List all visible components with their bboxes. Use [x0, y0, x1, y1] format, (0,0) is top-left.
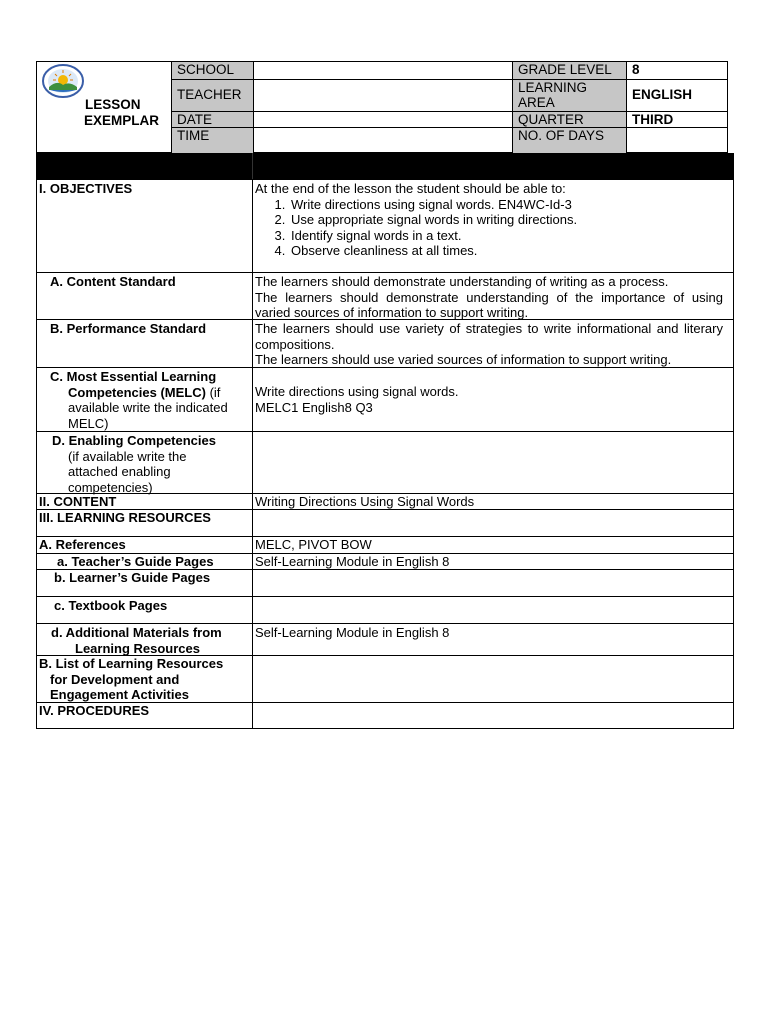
additional-label-line-2: Learning Resources [75, 640, 200, 656]
quarter-value[interactable]: THIRD [626, 111, 728, 127]
performance-standard-text-2: The learners should use varied sources of information to support writing. [255, 352, 672, 367]
melc-label-line-3: available write the indicated [68, 400, 228, 415]
time-label: TIME [171, 127, 253, 153]
objective-item: 3. Identify signal words in a text. [289, 228, 729, 244]
section-header-bar [36, 153, 734, 180]
list-resources-label [37, 656, 252, 703]
title-line-1: LESSON [85, 97, 141, 112]
enabling-competencies-label [37, 432, 252, 495]
learning-resources-label: III. LEARNING RESOURCES [39, 510, 211, 525]
teachers-guide-row [37, 554, 733, 570]
school-label: SCHOOL [171, 61, 253, 79]
textbook-pages-label: c. Textbook Pages [54, 598, 168, 613]
lesson-plan-table [36, 179, 734, 729]
content-standard-row [37, 273, 733, 320]
additional-label-line-1: d. Additional Materials from [51, 625, 222, 640]
textbook-pages-row [37, 597, 733, 624]
list-resources-row [37, 656, 733, 703]
school-field[interactable] [253, 61, 512, 79]
list-resources-label-line-3: Engagement Activities [50, 687, 189, 702]
melc-row [37, 368, 733, 432]
content-label: II. CONTENT [39, 494, 117, 509]
melc-label-line-2: Competencies (MELC) [68, 384, 206, 400]
references-label: A. References [39, 537, 126, 552]
learning-area-label-line-2: AREA [518, 95, 555, 110]
objectives-content [253, 180, 729, 259]
objective-item: 4. Observe cleanliness at all times. [289, 243, 729, 259]
date-label: DATE [171, 111, 253, 127]
melc-text-1: Write directions using signal words. [255, 384, 459, 399]
objectives-label: I. OBJECTIVES [39, 181, 133, 196]
objectives-list [255, 197, 729, 259]
learning-resources-row [37, 510, 733, 537]
additional-materials-label [37, 624, 252, 656]
melc-label-line-2-suffix: (if [205, 384, 221, 400]
list-resources-label-line-2: for Development and [50, 671, 180, 687]
performance-standard-label: B. Performance Standard [50, 321, 207, 336]
enabling-competencies-row [37, 432, 733, 494]
teacher-field[interactable] [253, 79, 512, 111]
learning-area-value[interactable]: ENGLISH [626, 79, 728, 111]
grade-level-value[interactable]: 8 [626, 61, 728, 79]
time-field[interactable] [253, 127, 512, 153]
learning-area-label [512, 79, 626, 111]
melc-text-2: MELC1 English8 Q3 [255, 399, 373, 415]
deped-seal-icon [42, 64, 84, 98]
melc-label [37, 368, 252, 431]
date-field[interactable] [253, 111, 512, 127]
references-row [37, 537, 733, 554]
references-text: MELC, PIVOT BOW [255, 537, 372, 552]
performance-standard-row [37, 320, 733, 368]
enabling-label-line-4: competencies) [68, 479, 153, 495]
objective-item: 1. Write directions using signal words. EN4WC-Id-3 [289, 197, 729, 213]
melc-content [253, 368, 729, 415]
content-standard-label: A. Content Standard [50, 274, 176, 289]
no-of-days-value[interactable] [626, 127, 728, 153]
enabling-label-line-3: attached enabling [68, 464, 171, 479]
list-resources-label-line-1: B. List of Learning Resources [39, 656, 224, 671]
content-standard-text-2: The learners should demonstrate understanding of the importance of using varied sources of information to support writing. [255, 289, 723, 320]
title-line-2: EXEMPLAR [84, 112, 160, 128]
teacher-label: TEACHER [171, 79, 253, 111]
additional-materials-row [37, 624, 733, 656]
objectives-intro: At the end of the lesson the student should be able to: [255, 181, 566, 196]
grade-level-label: GRADE LEVEL [512, 61, 626, 79]
content-standard-text-1: The learners should demonstrate understanding of writing as a process. [255, 274, 669, 289]
content-standard-text [253, 273, 729, 321]
lesson-header [36, 61, 728, 153]
teachers-guide-label: a. Teacher’s Guide Pages [57, 554, 214, 569]
performance-standard-text-1: The learners should use variety of strategies to write informational and literary compositions. [255, 321, 723, 352]
bar-divider [252, 153, 253, 180]
melc-label-line-4: MELC) [68, 415, 109, 431]
objectives-row [37, 180, 733, 273]
content-text: Writing Directions Using Signal Words [255, 494, 475, 509]
lesson-exemplar-title [85, 97, 159, 128]
procedures-row [37, 703, 733, 728]
learners-guide-row [37, 570, 733, 597]
content-row [37, 494, 733, 510]
teachers-guide-text: Self-Learning Module in English 8 [255, 554, 450, 569]
learning-area-label-line-1: LEARNING [518, 80, 588, 95]
performance-standard-text [253, 320, 729, 368]
enabling-label-line-2: (if available write the [68, 448, 187, 464]
enabling-label-line-1: D. Enabling Competencies [52, 433, 216, 448]
procedures-label: IV. PROCEDURES [39, 703, 150, 718]
melc-label-line-1: C. Most Essential Learning [50, 369, 217, 384]
learners-guide-label: b. Learner’s Guide Pages [54, 570, 211, 585]
no-of-days-label: NO. OF DAYS [512, 127, 626, 153]
additional-materials-text: Self-Learning Module in English 8 [255, 625, 450, 640]
quarter-label: QUARTER [512, 111, 626, 127]
objective-item: 2. Use appropriate signal words in writing directions. [289, 212, 729, 228]
